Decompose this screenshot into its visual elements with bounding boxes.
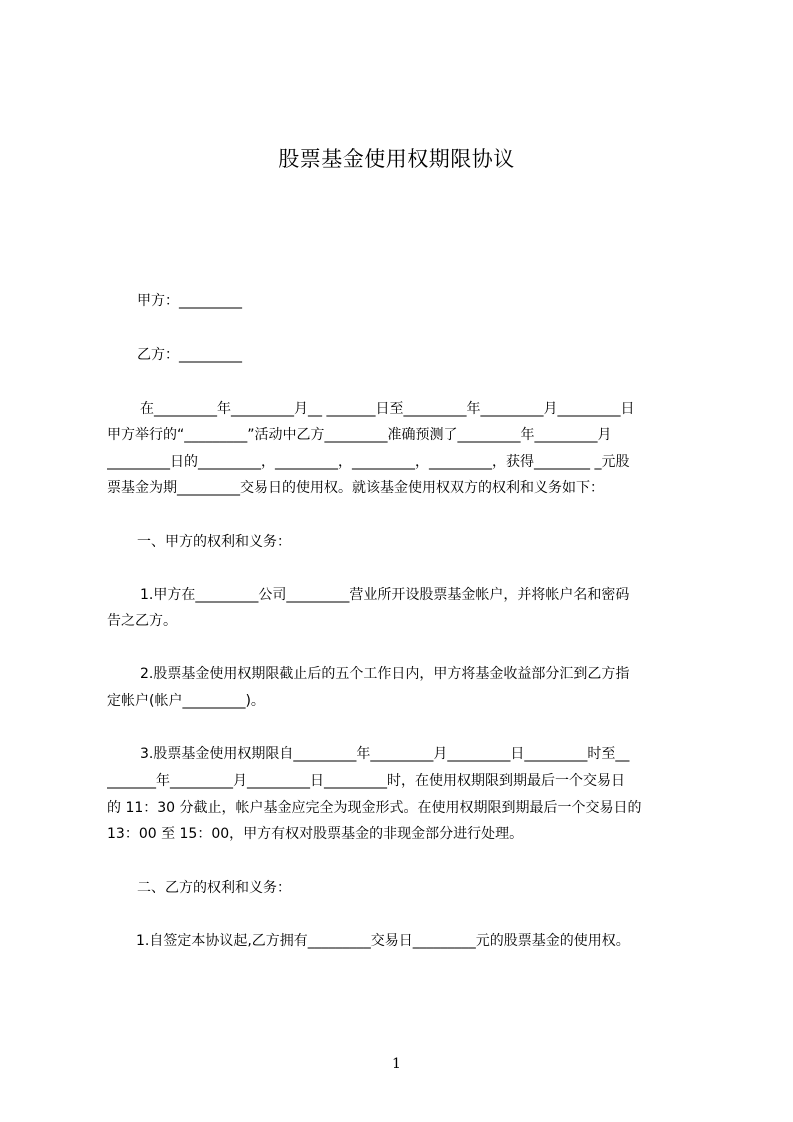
section-1-item-1-line-1: 1.甲方在_________公司_________营业所开设股票基金帐户，并将帐户名和密码 (140, 587, 630, 603)
section-2-item-1-line-1: 1.自签定本协议起,乙方拥有_________交易日_________元的股票基金的使用权。 (136, 933, 630, 949)
section-1-item-3-line-4: 13：00 至 15：00，甲方有权对股票基金的非现金部分进行处理。 (107, 826, 524, 842)
document-title: 股票基金使用权期限协议 (278, 147, 515, 171)
intro-line-2: 甲方举行的“_________”活动中乙方_________准确预测了_________年_________月 (107, 427, 612, 443)
section-1-heading: 一、甲方的权利和义务： (137, 534, 291, 550)
intro-line-1: 在_________年_________月__ _______日至_________年_________月_________日 (140, 401, 635, 417)
section-1-item-2-line-2: 定帐户(帐户_________)。 (107, 693, 265, 709)
section-1-item-3-line-3: 的 11：30 分截止，帐户基金应完全为现金形式。在使用权期限到期最后一个交易日的 (107, 800, 642, 816)
intro-line-3: _________日的_________，_________，_________，_________，获得________ _元股 (107, 454, 630, 470)
section-2-heading: 二、乙方的权利和义务： (137, 880, 291, 896)
page-number: 1 (392, 1056, 401, 1072)
intro-line-4: 票基金为期_________交易日的使用权。就该基金使用权双方的权利和义务如下： (107, 480, 604, 496)
section-1-item-2-line-1: 2.股票基金使用权期限截止后的五个工作日内，甲方将基金收益部分汇到乙方指 (140, 666, 630, 682)
section-1-item-3-line-1: 3.股票基金使用权期限自_________年_________月_________日_________时至__ (140, 746, 630, 762)
section-1-item-1-line-2: 告之乙方。 (107, 613, 177, 629)
party-b-line: 乙方：_________ (137, 347, 242, 363)
party-a-line: 甲方：_________ (137, 293, 242, 309)
section-1-item-3-line-2: _______年_________月_________日_________时，在使用权期限到期最后一个交易日 (107, 773, 625, 789)
